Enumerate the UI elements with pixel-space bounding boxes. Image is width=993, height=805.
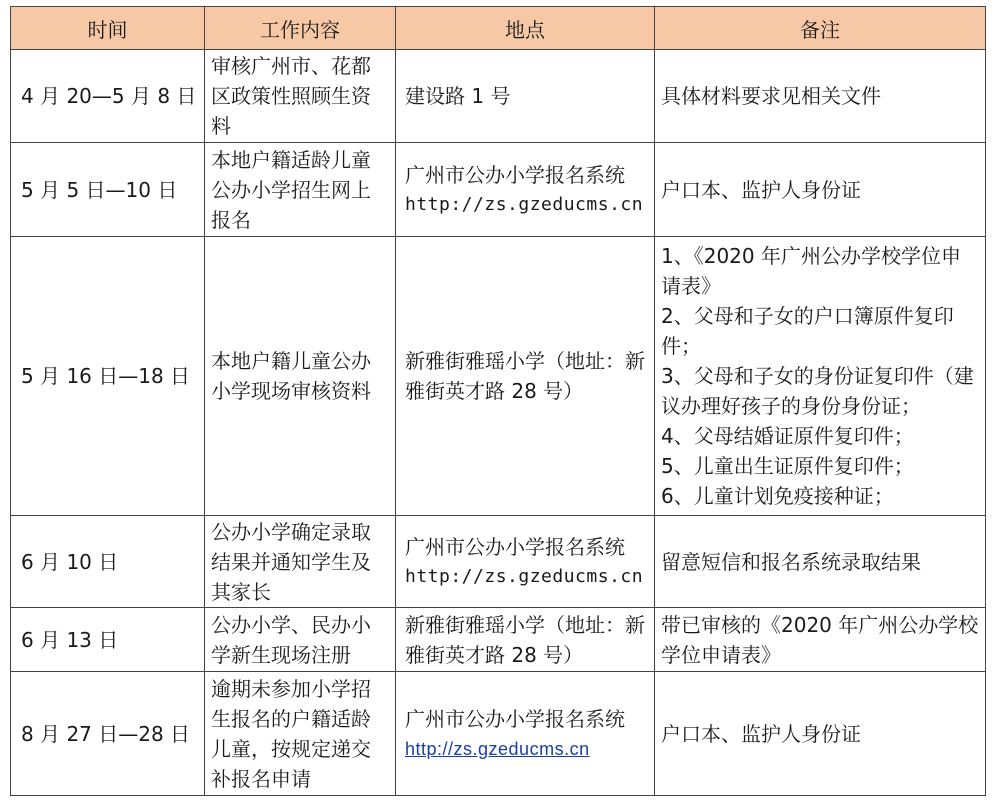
time-cell: 4 月 20—5 月 8 日 — [11, 50, 205, 143]
note-item: 6、儿童计划免疫接种证； — [661, 484, 894, 508]
note-cell: 留意短信和报名系统录取结果 — [655, 516, 986, 608]
note-item: 4、父母结婚证原件复印件； — [661, 424, 914, 448]
table-row — [11, 237, 986, 516]
work-cell: 公办小学确定录取结果并通知学生及其家长 — [205, 516, 396, 608]
table-row — [11, 608, 986, 672]
work-cell: 公办小学、民办小学新生现场注册 — [205, 608, 396, 672]
location-text: 广州市公办小学报名系统 — [405, 534, 625, 559]
time-cell: 5 月 5 日—10 日 — [11, 143, 205, 237]
note-cell: 具体材料要求见相关文件 — [655, 50, 986, 143]
note-cell: 户口本、监护人身份证 — [655, 143, 986, 237]
enrollment-schedule-table — [10, 6, 986, 796]
location-cell: 新雅街雅瑶小学（地址：新雅街英才路 28 号） — [396, 237, 655, 516]
note-cell — [655, 237, 986, 516]
time-cell: 6 月 10 日 — [11, 516, 205, 608]
work-cell: 本地户籍适龄儿童公办小学招生网上报名 — [205, 143, 396, 237]
note-item: 2、父母和子女的户口簿原件复印件； — [661, 304, 954, 358]
time-cell: 6 月 13 日 — [11, 608, 205, 672]
location-cell: 建设路 1 号 — [396, 50, 655, 143]
location-cell: 新雅街雅瑶小学（地址：新雅街英才路 28 号） — [396, 608, 655, 672]
work-cell: 本地户籍儿童公办小学现场审核资料 — [205, 237, 396, 516]
note-item: 5、儿童出生证原件复印件； — [661, 454, 914, 478]
note-item: 3、父母和子女的身份证复印件（建议办理好孩子的身份身份证； — [661, 364, 974, 418]
table-row — [11, 50, 986, 143]
header-work: 工作内容 — [205, 7, 396, 50]
header-row — [11, 7, 986, 50]
url-text: http://zs.gzeducms.cn — [405, 565, 644, 587]
schedule-table-container — [10, 6, 985, 796]
time-cell: 5 月 16 日—18 日 — [11, 237, 205, 516]
note-cell: 带已审核的《2020 年广州公办学校学位申请表》 — [655, 608, 986, 672]
url-text: http://zs.gzeducms.cn — [405, 193, 644, 215]
location-text: 广州市公办小学报名系统 — [405, 162, 625, 187]
table-row — [11, 516, 986, 608]
table-row — [11, 672, 986, 796]
header-time: 时间 — [11, 7, 205, 50]
work-cell: 审核广州市、花都区政策性照顾生资料 — [205, 50, 396, 143]
location-cell — [396, 672, 655, 796]
location-cell — [396, 516, 655, 608]
note-item: 1、《2020 年广州公办学校学位申请表》 — [661, 244, 961, 298]
url-link[interactable]: http://zs.gzeducms.cn — [405, 738, 590, 759]
location-text: 广州市公办小学报名系统 — [405, 706, 625, 731]
header-location: 地点 — [396, 7, 655, 50]
note-cell: 户口本、监护人身份证 — [655, 672, 986, 796]
location-cell — [396, 143, 655, 237]
table-row — [11, 143, 986, 237]
work-cell: 逾期未参加小学招生报名的户籍适龄儿童，按规定递交补报名申请 — [205, 672, 396, 796]
time-cell: 8 月 27 日—28 日 — [11, 672, 205, 796]
header-note: 备注 — [655, 7, 986, 50]
